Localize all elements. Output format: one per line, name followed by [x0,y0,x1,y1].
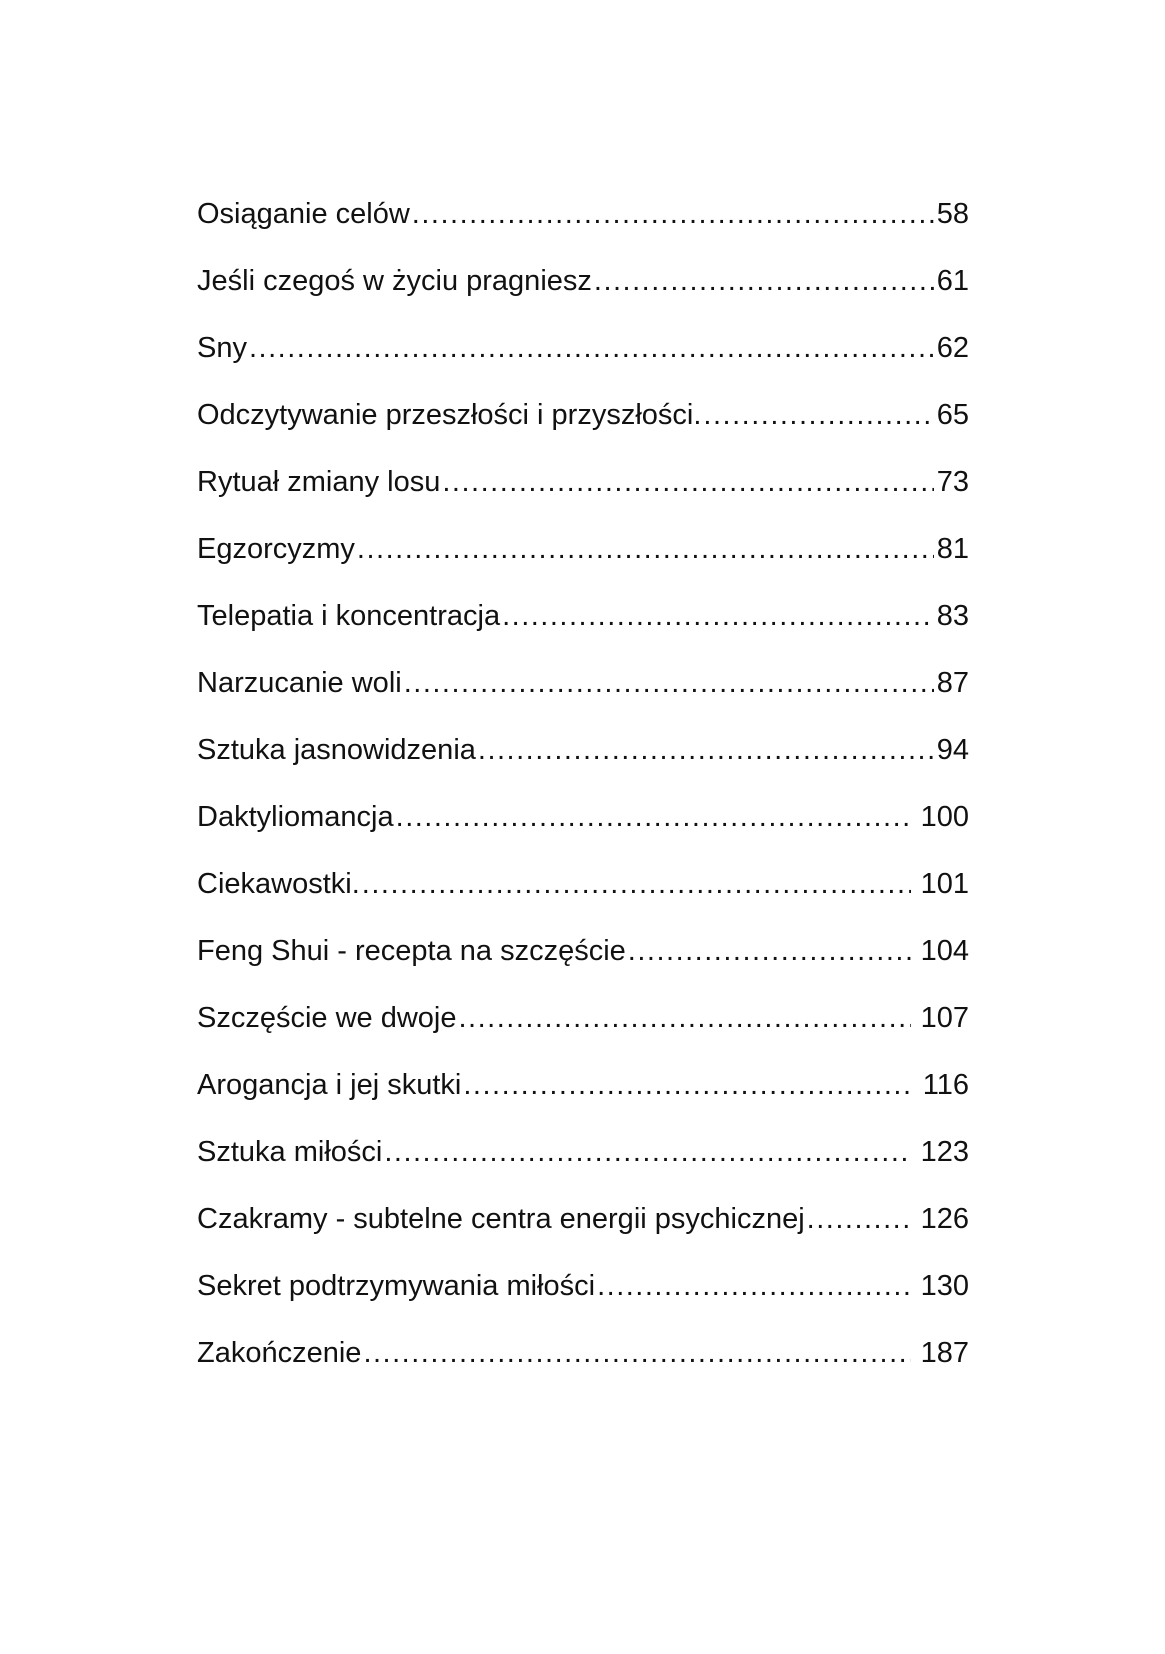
toc-entry-page: 62 [936,332,969,364]
dot-leader [459,996,911,1040]
toc-entry [197,1197,969,1264]
toc-entry-page: 83 [936,600,969,632]
toc-entry [197,259,969,326]
toc-entry-title: Arogancja i jej skutki [197,1069,462,1101]
toc-entry [197,1130,969,1197]
toc-entry-page: 116 [922,1069,969,1101]
toc-entry-page: 73 [936,466,969,498]
dot-leader [412,192,934,236]
toc-entry-page: 87 [936,667,969,699]
toc-entry [197,1331,969,1398]
dot-leader [703,393,933,437]
toc-entry-title: Sztuka jasnowidzenia [197,734,476,766]
toc-entry [197,1264,969,1331]
toc-entry-title: Feng Shui - recepta na szczęście [197,935,626,967]
dot-leader [249,326,934,370]
toc-entry-title: Daktyliomancja [197,801,394,833]
toc-entry-title: Jeśli czegoś w życiu pragniesz [197,265,592,297]
toc-entry [197,661,969,728]
toc-entry [197,326,969,393]
toc-entry-page: 61 [936,265,969,297]
dot-leader [463,1063,912,1107]
toc-entry-page: 94 [936,734,969,766]
toc-entry-page: 107 [920,1002,969,1034]
toc-entry-title: Rytuał zmiany losu [197,466,441,498]
toc-entry-page: 126 [920,1203,969,1235]
toc-entry-title: Osiąganie celów [197,198,410,230]
toc-entry-title: Telepatia i koncentracja [197,600,501,632]
toc-entry-page: 58 [936,198,969,230]
toc-entry [197,862,969,929]
dot-leader [478,728,934,772]
dot-leader [442,460,933,504]
dot-leader [362,862,911,906]
dot-leader [357,527,934,571]
dot-leader [363,1331,910,1375]
toc-entry-page: 123 [920,1136,969,1168]
toc-entry-title: Egzorcyzmy [197,533,355,565]
toc-entry [197,929,969,996]
toc-entry-page: 130 [920,1270,969,1302]
dot-leader [404,661,934,705]
dot-leader [628,929,911,973]
toc-entry-page: 187 [920,1337,969,1369]
toc-entry-title: Sny [197,332,247,364]
toc-entry-page: 104 [920,935,969,967]
toc-entry-page: 100 [920,801,969,833]
toc-entry-title: Czakramy - subtelne centra energii psychicznej [197,1203,805,1235]
toc-entry [197,996,969,1063]
toc-entry [197,393,969,460]
dot-leader [502,594,934,638]
dot-leader [807,1197,911,1241]
dot-leader [594,259,934,303]
dot-leader [396,795,911,839]
toc-entry [197,1063,969,1130]
toc-entry [197,527,969,594]
dot-leader [597,1264,911,1308]
toc-entry [197,728,969,795]
table-of-contents [197,192,969,1398]
toc-entry [197,795,969,862]
toc-entry-page: 65 [936,399,969,431]
toc-entry-title: Szczęście we dwoje [197,1002,457,1034]
toc-entry [197,594,969,661]
toc-entry-title: Ciekawostki. [197,868,360,900]
toc-entry-page: 101 [920,868,969,900]
toc-entry-title: Odczytywanie przeszłości i przyszłości. [197,399,702,431]
toc-entry-page: 81 [936,533,969,565]
toc-entry-title: Narzucanie woli [197,667,402,699]
toc-entry [197,460,969,527]
toc-entry-title: Zakończenie [197,1337,362,1369]
toc-entry-title: Sekret podtrzymywania miłości [197,1270,596,1302]
toc-entry [197,192,969,259]
dot-leader [384,1130,910,1174]
toc-entry-title: Sztuka miłości [197,1136,383,1168]
